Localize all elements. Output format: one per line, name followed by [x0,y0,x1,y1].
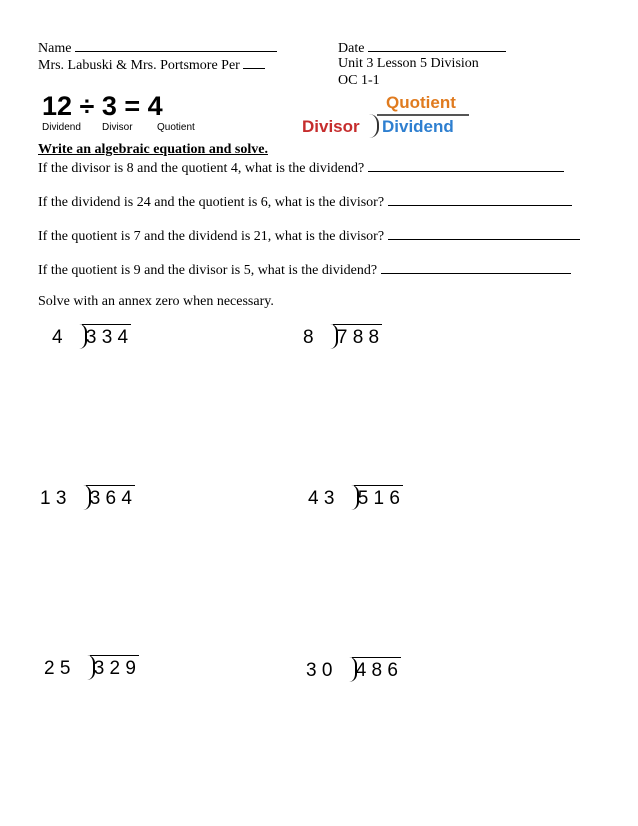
teachers-line [38,56,265,74]
problem-2-dividend: 7 8 8 [336,327,380,348]
problem-1-dividend: 3 3 4 [85,327,129,348]
bracket-bar [377,114,469,116]
name-blank[interactable] [75,39,277,52]
division-problem-3 [40,488,132,510]
division-problem-4 [308,488,400,510]
division-problem-6 [306,660,398,682]
equation-expression: 12 ÷ 3 = 4 [42,91,163,121]
teachers-text: Mrs. Labuski & Mrs. Portsmore Per [38,58,240,73]
division-problem-1 [52,327,128,349]
name-line [38,39,277,57]
answer-blank-1[interactable] [368,159,564,172]
lesson-code: OC 1-1 [338,73,380,88]
question-4 [38,261,571,279]
problem-1-divisor: 4 [52,327,63,348]
question-2-text: If the dividend is 24 and the quotient is 6, what is the divisor? [38,195,385,210]
problem-4-divisor: 4 3 [308,488,335,509]
question-1 [38,159,564,177]
answer-blank-2[interactable] [388,193,572,206]
problem-3-divisor: 1 3 [40,488,67,509]
date-line [338,39,506,57]
question-4-text: If the quotient is 9 and the divisor is 5, what is the dividend? [38,263,378,278]
label-quotient: Quotient [157,122,195,133]
division-problem-2 [303,327,379,349]
name-label: Name [38,41,72,56]
question-2 [38,193,572,211]
problem-3-dividend: 3 6 4 [89,488,132,509]
problem-6-divisor: 3 0 [306,660,333,681]
divisor-word: Divisor [302,117,360,136]
question-3-text: If the quotient is 7 and the dividend is 21, what is the divisor? [38,229,385,244]
dividend-word: Dividend [382,117,454,136]
problem-2-divisor: 8 [303,327,314,348]
question-3 [38,227,580,245]
answer-blank-3[interactable] [388,227,580,240]
quotient-word: Quotient [386,93,456,112]
problem-5-dividend: 3 2 9 [93,658,136,679]
date-label: Date [338,41,365,56]
division-problem-5 [44,658,136,680]
bracket-curve [369,114,379,138]
label-divisor: Divisor [102,122,133,133]
period-blank[interactable] [243,56,265,69]
answer-blank-4[interactable] [381,261,571,274]
section-heading: Write an algebraic equation and solve. [38,142,268,157]
date-blank[interactable] [368,39,506,52]
problem-4-dividend: 5 1 6 [357,488,400,509]
problem-5-divisor: 2 5 [44,658,71,679]
lesson-title: Unit 3 Lesson 5 Division [338,56,479,71]
problem-6-dividend: 4 8 6 [355,660,398,681]
label-dividend: Dividend [42,122,81,133]
section2-instruction: Solve with an annex zero when necessary. [38,294,274,309]
question-1-text: If the divisor is 8 and the quotient 4, what is the dividend? [38,161,365,176]
